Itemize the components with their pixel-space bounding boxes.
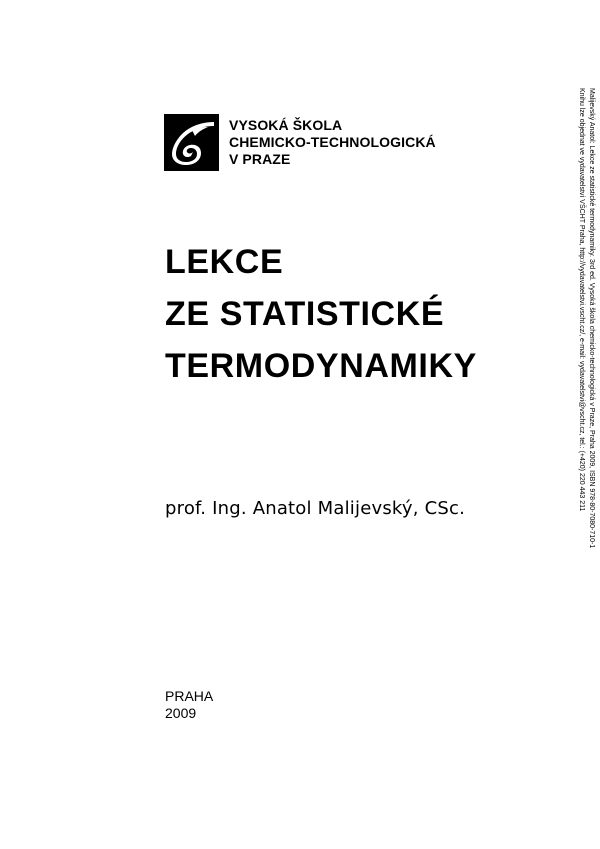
vscht-logo-icon xyxy=(164,114,219,171)
imprint-line-1: Malijevský Anatol: Lekce ze statistické termodynamiky. 3rd ed. Vysoká škola chemicko-technologická v Praze, Praha 2009, ISBN 978-80-7080-710-1 xyxy=(588,88,595,549)
publication-place-year xyxy=(165,688,213,722)
publication-city: PRAHA xyxy=(165,688,214,704)
institution-line-1: VYSOKÁ ŠKOLA xyxy=(229,117,343,133)
imprint-note xyxy=(576,88,596,618)
title-line-2: ZE STATISTICKÉ xyxy=(165,295,445,333)
institution-line-3: V PRAZE xyxy=(229,151,291,167)
institution-name xyxy=(229,117,436,168)
institution-line-2: CHEMICKO-TECHNOLOGICKÁ xyxy=(229,134,436,150)
title-line-1: LEKCE xyxy=(165,243,284,281)
author-name: prof. Ing. Anatol Malijevský, CSc. xyxy=(165,498,466,519)
book-title xyxy=(165,236,477,392)
title-line-3: TERMODYNAMIKY xyxy=(165,347,477,385)
imprint-line-2: Knihu lze objednat ve vydavatelství VŠCHT Praha, http://vydavatelstvi.vscht.cz/, e-mail: vydavatelstvi@vscht.cz, tel.: (+420) 220 443 211 xyxy=(578,88,585,512)
publication-year: 2009 xyxy=(165,705,197,721)
